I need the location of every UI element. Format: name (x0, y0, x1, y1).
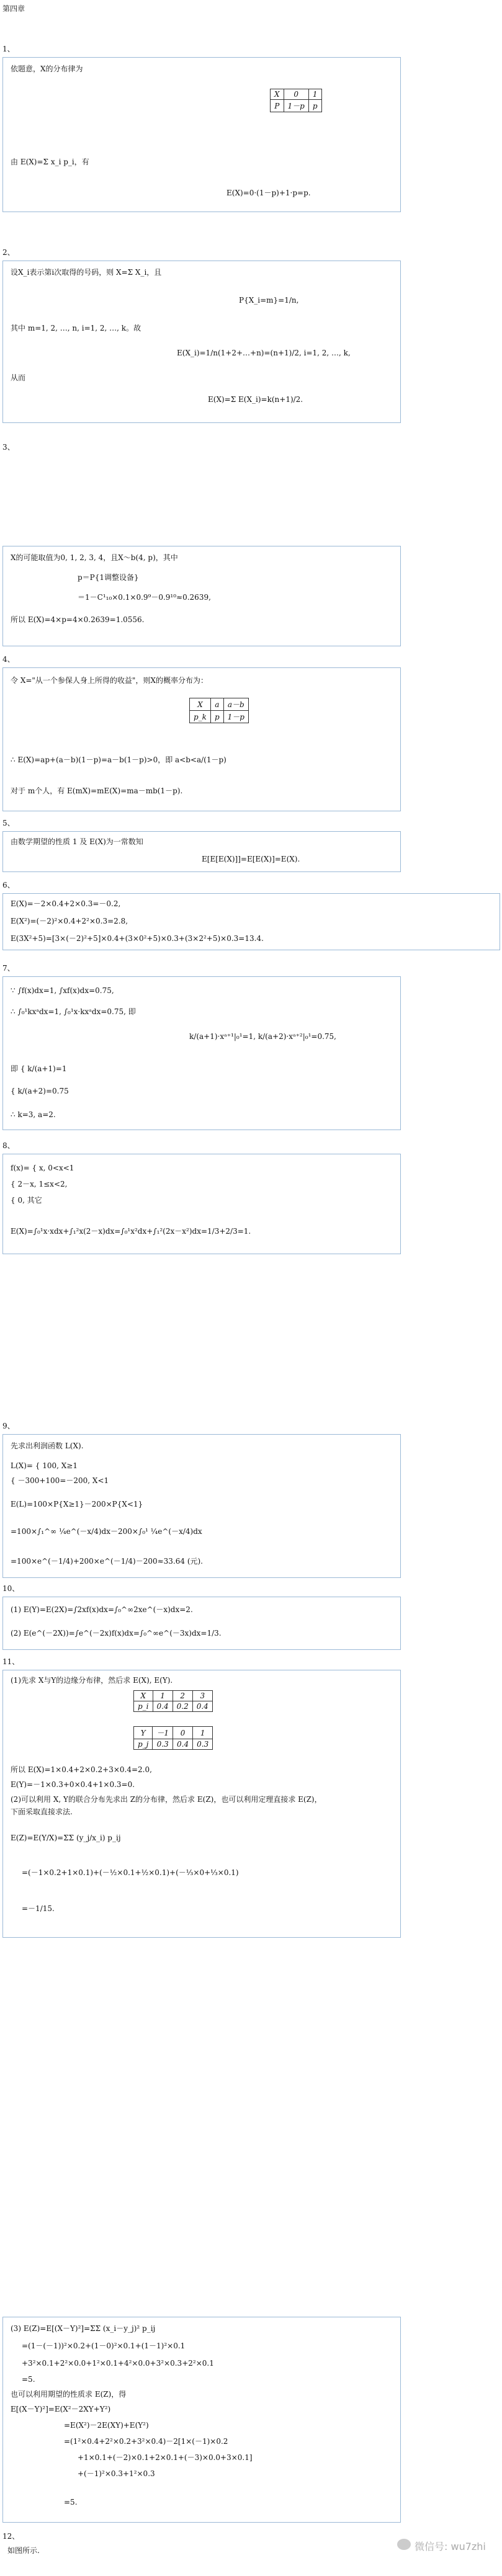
formula: =5. (64, 2498, 78, 2507)
formula: 所以 E(X)=4×p=4×0.2639=1.0556. (11, 615, 145, 624)
cell: X (190, 698, 211, 711)
formula: { k/(a+2)=0.75 (11, 1087, 69, 1095)
cell: Y (134, 1727, 153, 1739)
formula: ∴ k=3, a=2. (11, 1110, 56, 1119)
text: 其中 m=1, 2, …, n, i=1, 2, …, k。故 (11, 324, 141, 332)
formula: { 2－x, 1≤x<2, (11, 1180, 68, 1188)
formula: +1×0.1+(－2)×0.1+2×0.1+(－3)×0.0+3×0.1] (78, 2453, 253, 2462)
formula: ＝1－C¹₁₀×0.1×0.9⁹－0.9¹⁰≈0.2639, (78, 593, 211, 602)
problem-number: 11、 (2, 1657, 20, 1666)
formula: ∴ ∫₀¹kxᵃdx=1, ∫₀¹x·kxᵃdx=0.75, 即 (11, 1007, 136, 1016)
formula: =－1/15. (22, 1904, 55, 1913)
cell: 3 (192, 1691, 212, 1701)
cell: 0 (173, 1727, 193, 1739)
watermark-text: 微信号: wu7zhi (415, 2541, 486, 2552)
formula: +(－1)²×0.3+1²×0.3 (78, 2469, 155, 2478)
formula: E(X_i)=1/n(1+2+…+n)=(n+1)/2, i=1, 2, …, k, (177, 349, 351, 357)
cell: X (134, 1691, 153, 1701)
problem-1-box (2, 57, 401, 212)
problem-number: 2、 (2, 248, 15, 257)
formula: E(Z)=E(Y/X)=ΣΣ (y_j/x_i) p_ij (11, 1834, 121, 1842)
formula: { 0, 其它 (11, 1196, 42, 1205)
formula: =(1－(－1))²×0.2+(1－0)²×0.1+(1－1)²×0.1 (22, 2342, 186, 2350)
distribution-table (189, 698, 249, 723)
formula: =(1²×0.4+2²×0.2+3²×0.4)－2[1×(－1)×0.2 (64, 2437, 228, 2446)
formula: P{X_i=m}=1/n, (239, 296, 299, 305)
formula: k/(a+1)·xᵃ⁺¹|₀¹=1, k/(a+2)·xᵃ⁺²|₀¹=0.75, (189, 1032, 336, 1041)
formula: (1) E(Y)=E(2X)=∫2xf(x)dx=∫₀^∞2xe^(－x)dx=2. (11, 1605, 193, 1614)
cell: p_j (134, 1739, 153, 1750)
y-marginal-table (133, 1726, 213, 1750)
text: 由 E(X)=Σ x_i p_i，有 (11, 158, 89, 166)
cell: P (271, 100, 284, 112)
chapter-title: 第四章 (2, 4, 25, 13)
text: 设X_i表示第i次取得的号码，则 X=Σ X_i，且 (11, 268, 162, 277)
text: (2)可以利用 X, Y的联合分布先求出 Z的分布律，然后求 E(Z)，也可以利用定理直接求 E(Z)， (11, 1795, 322, 1804)
cell: p_i (134, 1701, 153, 1712)
formula: =(－1×0.2+1×0.1)+(－½×0.1+½×0.1)+(－⅓×0+⅓×0.1) (22, 1868, 239, 1877)
problem-number: 12、 (2, 2532, 20, 2541)
cell: 1－p (284, 100, 308, 112)
formula: E(X)=∫₀¹x·xdx+∫₁²x(2－x)dx=∫₀¹x²dx+∫₁²(2x－x²)dx=1/3+2/3=1. (11, 1227, 251, 1236)
formula: (3) E(Z)=E[(X－Y)²]=ΣΣ (x_i－y_j)² p_ij (11, 2324, 156, 2333)
formula: ∴ E(X)=ap+(a－b)(1－p)=a－b(1－p)>0，即 a<b<a/(1－p) (11, 755, 226, 764)
problem-10-box (2, 1597, 401, 1650)
problem-11-box (2, 1670, 401, 1938)
formula: =100×e^(－1/4)+200×e^(－1/4)－200≈33.64 (元). (11, 1557, 203, 1566)
problem-number: 4、 (2, 655, 15, 664)
problem-number: 8、 (2, 1141, 15, 1150)
problem-5-box (2, 831, 401, 872)
formula: =5. (22, 2375, 35, 2384)
text: 先求出利润函数 L(X). (11, 1442, 84, 1450)
formula: E(X²)=(－2)²×0.4+2²×0.3=2.8, (11, 917, 128, 925)
problem-number: 3、 (2, 443, 15, 452)
problem-11-part3-box (2, 2317, 401, 2523)
formula: f(x)= { x, 0<x<1 (11, 1164, 74, 1172)
formula: 所以 E(X)=1×0.4+2×0.2+3×0.4=2.0, (11, 1765, 152, 1774)
text: 下面采取直接求法. (11, 1807, 73, 1816)
text: X的可能取值为0, 1, 2, 3, 4，且X～b(4, p)，其中 (11, 553, 178, 562)
cell: p (308, 100, 321, 112)
formula: E[(X－Y)²]=E(X²－2XY+Y²) (11, 2405, 111, 2413)
cell: a－b (223, 698, 248, 711)
cell: 0.4 (173, 1739, 193, 1750)
problem-2-box (2, 261, 401, 423)
formula: E(Y)=－1×0.3+0×0.4+1×0.3=0. (11, 1780, 135, 1789)
problem-8-box (2, 1154, 401, 1254)
cell: 0 (284, 89, 308, 100)
formula: L(X)= { 100, X≥1 (11, 1461, 78, 1470)
problem-7-box (2, 976, 401, 1130)
formula: E(X)=Σ E(X_i)=k(n+1)/2. (208, 395, 303, 404)
cell: p (210, 711, 223, 723)
formula: E(X)=－2×0.4+2×0.3=－0.2, (11, 899, 121, 908)
problem-number: 10、 (2, 1584, 20, 1593)
formula: =100×∫₁^∞ ¼e^(－x/4)dx－200×∫₀¹ ¼e^(－x/4)dx (11, 1527, 202, 1536)
text: 从而 (11, 373, 26, 382)
formula: E[E[E(X)]]=E[E(X)]=E(X). (202, 855, 300, 863)
problem-number: 1、 (2, 45, 15, 53)
problem-3-box (2, 546, 401, 646)
cell: 0.3 (193, 1739, 213, 1750)
formula: E(X)=0·(1－p)+1·p=p. (226, 189, 311, 197)
cell: 0.4 (153, 1701, 173, 1712)
cell: a (210, 698, 223, 711)
cell: 1 (153, 1691, 173, 1701)
formula: =E(X²)－2E(XY)+E(Y²) (64, 2421, 149, 2430)
cell: 1 (193, 1727, 213, 1739)
text: 令 X="从一个参保人身上所得的收益"，则X的概率分布为： (11, 676, 208, 685)
cell: －1 (153, 1727, 173, 1739)
problem-number: 5、 (2, 819, 15, 827)
text: 依题意，X的分布律为 (11, 65, 83, 73)
cell: 0.4 (192, 1701, 212, 1712)
cell: 0.2 (173, 1701, 192, 1712)
text: 由数学期望的性质 1 及 E(X)为一常数知 (11, 837, 143, 846)
problem-number: 6、 (2, 881, 15, 889)
problem-6-box (2, 893, 500, 950)
formula: { －300+100=－200, X<1 (11, 1476, 109, 1485)
cell: 0.3 (153, 1739, 173, 1750)
x-marginal-table (133, 1690, 213, 1712)
formula: p＝P{1调整设备} (78, 573, 139, 582)
formula: ∵ ∫f(x)dx=1, ∫xf(x)dx=0.75, (11, 986, 114, 995)
distribution-table (270, 89, 322, 112)
problem-4-box (2, 667, 401, 811)
cell: 1 (308, 89, 321, 100)
formula: 即 { k/(a+1)=1 (11, 1064, 67, 1073)
cell: p_k (190, 711, 211, 723)
formula: E(3X²+5)=[3×(－2)²+5]×0.4+(3×0²+5)×0.3+(3×2²+5)×0.3=13.4. (11, 934, 264, 943)
problem-9-box (2, 1434, 401, 1578)
cell: 2 (173, 1691, 192, 1701)
text: 如图所示. (7, 2546, 40, 2555)
wechat-icon (397, 2539, 411, 2550)
text: 也可以利用期望的性质求 E(Z)，得 (11, 2390, 127, 2399)
text: (1)先求 X与Y的边缘分布律，然后求 E(X), E(Y). (11, 1676, 173, 1685)
problem-number: 9、 (2, 1422, 15, 1430)
formula: E(L)=100×P{X≥1}－200×P{X<1} (11, 1500, 143, 1509)
formula: +3²×0.1+2²×0.0+1²×0.1+4²×0.0+3²×0.3+2²×0.1 (22, 2359, 214, 2368)
problem-number: 7、 (2, 964, 15, 973)
formula: 对于 m个人，有 E(mX)=mE(X)=ma－mb(1－p). (11, 787, 183, 795)
formula: (2) E(e^(－2X))=∫e^(－2x)f(x)dx=∫₀^∞e^(－3x)dx=1/3. (11, 1629, 222, 1638)
cell: 1－p (223, 711, 248, 723)
cell: X (271, 89, 284, 100)
